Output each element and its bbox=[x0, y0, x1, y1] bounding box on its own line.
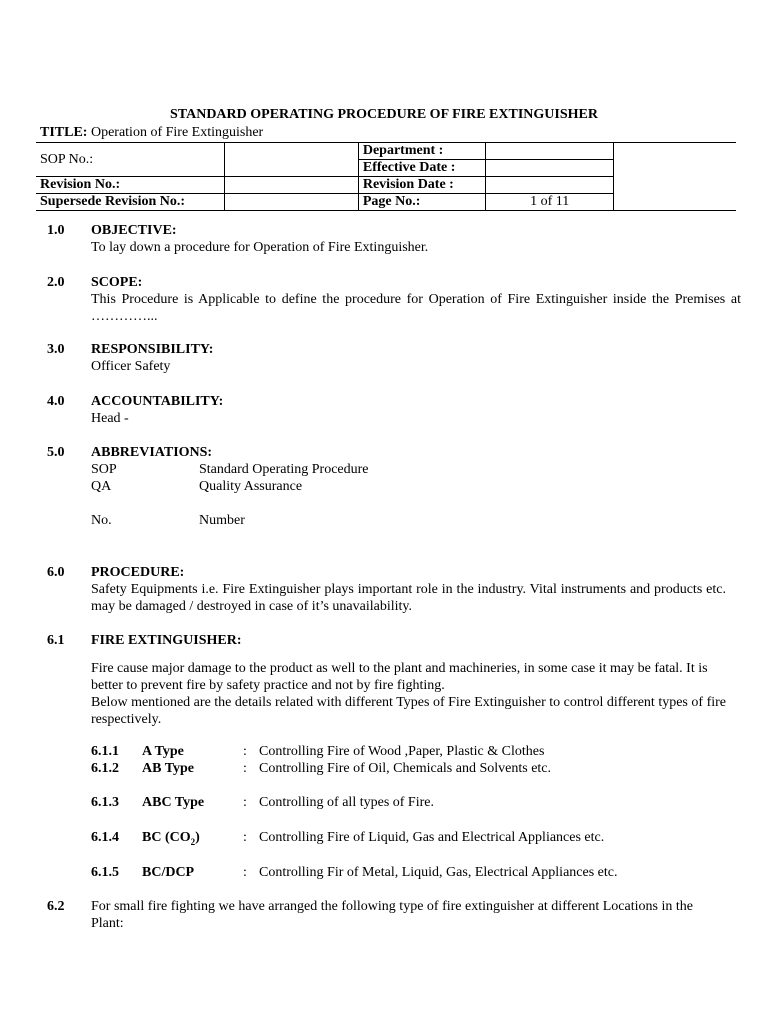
section-2-heading: SCOPE: bbox=[91, 275, 143, 290]
page-no-value: 1 of 11 bbox=[486, 194, 614, 211]
section-3-number: 3.0 bbox=[47, 342, 65, 357]
type-description: Controlling Fire of Wood ,Paper, Plastic & Clothes bbox=[259, 744, 545, 759]
sop-no-value bbox=[225, 143, 359, 177]
abbr-short: No. bbox=[91, 513, 112, 528]
type-name: BC/DCP bbox=[142, 865, 195, 880]
revision-no-value bbox=[225, 177, 359, 194]
document-title: STANDARD OPERATING PROCEDURE OF FIRE EXTINGUISHER bbox=[170, 107, 598, 122]
section-4-number: 4.0 bbox=[47, 394, 65, 409]
type-colon: : bbox=[243, 795, 247, 810]
abbr-long: Standard Operating Procedure bbox=[199, 462, 369, 477]
type-name-co2 bbox=[142, 829, 200, 851]
revision-no-label: Revision No.: bbox=[36, 177, 225, 194]
section-5-heading: ABBREVIATIONS: bbox=[91, 445, 213, 460]
type-number: 6.1.2 bbox=[91, 761, 119, 776]
type-name-end: ) bbox=[195, 830, 200, 845]
type-description: Controlling Fire of Liquid, Gas and Electrical Appliances etc. bbox=[259, 830, 605, 845]
type-description: Controlling Fire of Oil, Chemicals and Solvents etc. bbox=[259, 761, 552, 776]
revision-date-value bbox=[486, 177, 614, 194]
title-label: TITLE: bbox=[40, 125, 88, 140]
effective-date-label: Effective Date : bbox=[358, 160, 486, 177]
section-6-heading: PROCEDURE: bbox=[91, 565, 185, 580]
section-4-text: Head - bbox=[91, 411, 129, 426]
page-no-label: Page No.: bbox=[358, 194, 486, 211]
section-6-1-paragraph-1: Fire cause major damage to the product as well to the plant and machineries, in some case it may be fatal. It is better to prevent fire by safety practice and not by fire fighting. bbox=[91, 661, 708, 693]
abbr-long: Number bbox=[199, 513, 245, 528]
type-name: ABC Type bbox=[142, 795, 205, 810]
section-4-heading: ACCOUNTABILITY: bbox=[91, 394, 224, 409]
section-6-number: 6.0 bbox=[47, 565, 65, 580]
type-name: A Type bbox=[142, 744, 184, 759]
sop-header-table bbox=[36, 142, 736, 211]
effective-date-value bbox=[486, 160, 614, 177]
abbr-long: Quality Assurance bbox=[199, 479, 303, 494]
section-2-number: 2.0 bbox=[47, 275, 65, 290]
supersede-value bbox=[225, 194, 359, 211]
abbr-short: SOP bbox=[91, 462, 117, 477]
section-3-heading: RESPONSIBILITY: bbox=[91, 342, 214, 357]
type-colon: : bbox=[243, 830, 247, 845]
section-1-number: 1.0 bbox=[47, 223, 65, 238]
type-description: Controlling of all types of Fire. bbox=[259, 795, 434, 810]
type-number: 6.1.4 bbox=[91, 830, 119, 845]
type-number: 6.1.1 bbox=[91, 744, 119, 759]
section-6-1-paragraph-2: Below mentioned are the details related with different Types of Fire Extinguisher to control different types of fire respectively. bbox=[91, 695, 726, 727]
section-6-2-number: 6.2 bbox=[47, 899, 65, 914]
type-colon: : bbox=[243, 865, 247, 880]
type-number: 6.1.3 bbox=[91, 795, 119, 810]
title-value: Operation of Fire Extinguisher bbox=[90, 125, 264, 140]
section-1-heading: OBJECTIVE: bbox=[91, 223, 177, 238]
logo-cell bbox=[613, 143, 736, 211]
section-5-number: 5.0 bbox=[47, 445, 65, 460]
department-label: Department : bbox=[358, 143, 486, 160]
type-colon: : bbox=[243, 744, 247, 759]
section-6-text: Safety Equipments i.e. Fire Extinguisher plays important role in the industry. Vital instruments and products etc. may be damaged / destroyed in case of it’s unavailability. bbox=[91, 582, 726, 614]
revision-date-label: Revision Date : bbox=[358, 177, 486, 194]
section-6-1-heading: FIRE EXTINGUISHER: bbox=[91, 633, 242, 648]
type-colon: : bbox=[243, 761, 247, 776]
type-name: BC (CO bbox=[142, 830, 191, 845]
section-2-text: This Procedure is Applicable to define the procedure for Operation of Fire Extinguisher inside the Premises at …………... bbox=[91, 292, 741, 324]
type-name-subscript: 2 bbox=[190, 836, 196, 847]
type-name: AB Type bbox=[142, 761, 194, 776]
type-description: Controlling Fir of Metal, Liquid, Gas, Electrical Appliances etc. bbox=[259, 865, 618, 880]
section-1-text: To lay down a procedure for Operation of Fire Extinguisher. bbox=[91, 240, 429, 255]
sop-no-label: SOP No.: bbox=[36, 143, 225, 177]
supersede-label: Supersede Revision No.: bbox=[36, 194, 225, 211]
section-6-2-text: For small fire fighting we have arranged the following type of fire extinguisher at different Locations in the Plant: bbox=[91, 899, 693, 931]
title-line bbox=[40, 124, 263, 141]
section-3-text: Officer Safety bbox=[91, 359, 171, 374]
type-number: 6.1.5 bbox=[91, 865, 119, 880]
section-6-1-number: 6.1 bbox=[47, 633, 65, 648]
department-value bbox=[486, 143, 614, 160]
abbr-short: QA bbox=[91, 479, 112, 494]
